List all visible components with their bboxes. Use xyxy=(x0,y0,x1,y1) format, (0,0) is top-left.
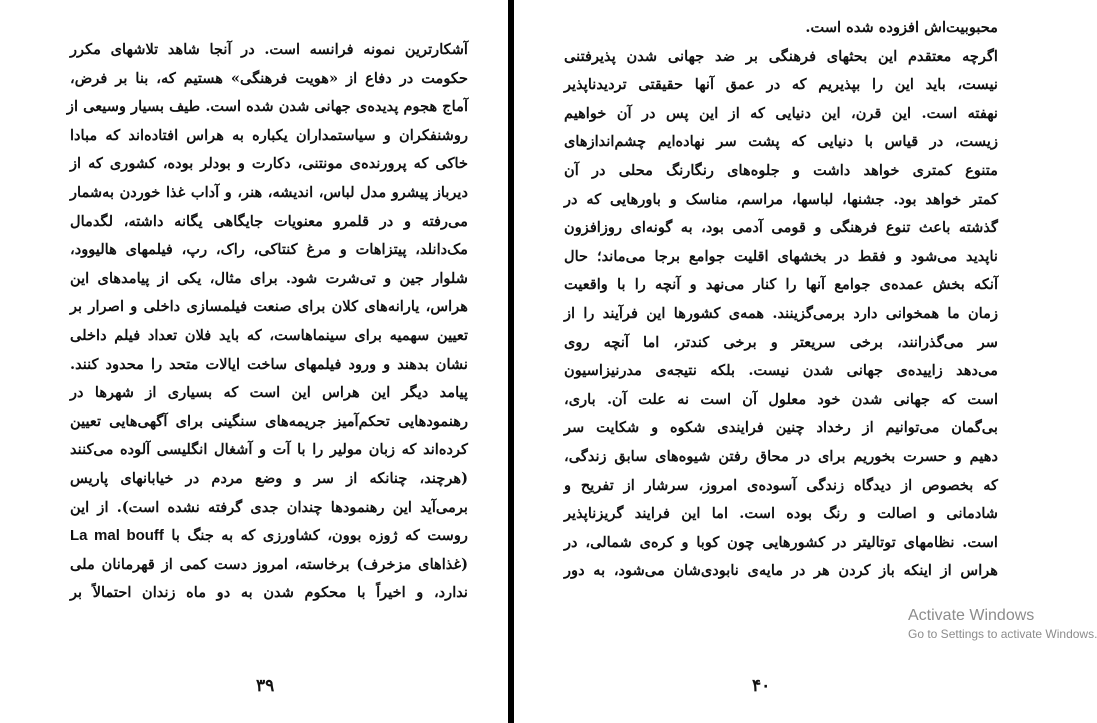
text-line: می‌رفته و در قلمرو معنویات جایگاهی یگانه داشته، لگدمال xyxy=(70,212,468,230)
text-line: است که جهانی شدن خود معلول آن است نه علت آن. باری، xyxy=(564,390,998,408)
text-line: بی‌گمان می‌توانیم از رخداد چنین فرایندی شکوه و شکایت سر xyxy=(564,419,998,437)
text-line: نیست، باید این را بپذیریم که در عمق آنها حقیقتی تردیدناپذیر xyxy=(564,76,998,94)
text-line: رهنمودهایی تحکم‌آمیز جریمه‌های سنگینی برای آگهی‌هایی تعیین xyxy=(70,412,468,430)
french-phrase: La mal bouff xyxy=(70,527,164,545)
text-line: کمتر خواهد بود. جشنها، لباسها، مراسم، مناسک و باورهایی که در xyxy=(564,190,998,208)
text-line-with-latin xyxy=(70,522,468,551)
text-line: ناپدید می‌شود و فقط در بخشهای اقلیت جوامع برجا می‌ماند؛ حال xyxy=(564,247,998,265)
text-line: محبوبیت‌اش افزوده شده است. xyxy=(805,19,998,36)
text-line: برمی‌آید این رهنمودها چندان جدی گرفته نشده است). از این xyxy=(70,498,468,516)
page-number-left: ۳۹ xyxy=(256,676,275,696)
text-line: است. نظامهای توتالیتر در کشورهایی چون کوبا و کره‌ی شمالی، در xyxy=(564,533,998,551)
text-line: خاکی که پرورنده‌ی مونتنی، دکارت و بودلر بوده، کشوری که از xyxy=(70,155,468,173)
text-line: شلوار جین و تی‌شرت شود. برای مثال، یکی از پیامدهای این xyxy=(70,269,468,287)
text-line: هراس، یارانه‌های کلان برای صنعت فیلمسازی داخلی و اصرار بر xyxy=(70,298,468,316)
text-line: می‌دهد زاییده‌ی جهانی شدن نیست. بلکه نتیجه‌ی مدرنیزاسیون xyxy=(564,362,998,380)
text-line: آنکه بخش عمده‌ی جوامع آنها را کنار می‌نهد و آنچه را با واقعیت xyxy=(564,276,998,294)
text-line-fragment: روست که ژوزه بوون، کشاورزی که به جنگ با xyxy=(171,527,468,545)
text-line: نهفته است. این قرن، این دنیایی که از این پس در آن خواهیم xyxy=(564,104,998,122)
text-line: (هرچند، چنانکه از سر و وضع مردم در خیابانهای پاریس xyxy=(70,469,468,487)
page-number-right: ۴۰ xyxy=(752,676,771,696)
watermark-title: Activate Windows xyxy=(908,607,1035,624)
text-line: آشکارترین نمونه فرانسه است. در آنجا شاهد تلاشهای مکرر xyxy=(70,41,468,58)
text-line: نشان بدهند و ورود فیلمهای ساخت ایالات متحد را محدود کنند. xyxy=(70,355,468,373)
text-line: ندارد، و اخیراً با محکوم شدن به دو ماه زندان احتمالاً بر xyxy=(70,584,468,602)
text-line: کرده‌اند که زبان مولیر را با آت و آشغال انگلیسی آلوده می‌کنند xyxy=(70,441,468,459)
text-line: زمان ما همخوانی دارد برمی‌گزینند. همه‌ی کشورها این فرآیند را از xyxy=(564,304,998,322)
left-page xyxy=(0,0,508,723)
text-line: سر می‌گذرانند، برخی سریعتر و برخی کندتر، اما آنچه روی xyxy=(564,333,998,351)
text-line: اگرچه معتقدم این بحثهای فرهنگی بر ضد جهانی شدن پذیرفتنی xyxy=(564,47,998,65)
text-line: حکومت در دفاع از «هویت فرهنگی» هستیم که، بنا بر فرض، xyxy=(70,69,468,87)
right-page-text xyxy=(564,14,998,586)
text-line: روشنفکران و سیاستمداران یکباره به هراس افتاده‌اند که مبادا xyxy=(70,126,468,144)
text-line: دیرباز پیشرو مدل لباس، اندیشه، هنر، و آداب غذا خوردن به‌شمار xyxy=(70,183,468,201)
text-line: شادمانی و اصالت و رنگ بوده است. اما این فرایند گریزناپذیر xyxy=(564,505,998,523)
text-line: (غذاهای مزخرف) برخاسته، امروز دست کمی از قهرمانان ملی xyxy=(70,555,468,573)
text-line: هراس از اینکه باز کردن هر در مایه‌ی نابودی‌شان می‌شود، به دور xyxy=(564,562,998,580)
text-line: متنوع کمتری خواهد داشت و جلوه‌های رنگارنگ محلی در آن xyxy=(564,161,998,179)
text-line: مک‌دانلد، پیتزاهات و مرغ کنتاکی، راک، رپ، فیلمهای هالیوود، xyxy=(70,241,468,259)
text-line: که بخصوص از دیدگاه زندگی آسوده‌ی امروز، سرشار از تفریح و xyxy=(564,476,998,494)
activate-windows-watermark xyxy=(908,606,1097,650)
left-page-text xyxy=(66,36,468,608)
text-line: تعیین سهمیه برای سینماهاست، که باید فلان تعداد فیلم داخلی xyxy=(70,326,468,344)
text-line: آماج هجوم پدیده‌ی جهانی شدن شده است. طیف بسیار وسیعی از xyxy=(66,98,468,116)
text-line: گذشته باعث تنوع فرهنگی و قومی آدمی بود، به گونه‌ای روزافزون xyxy=(564,219,998,237)
text-line: دهیم و حسرت بخوریم برای در محاق رفتن شیوه‌های سابق زندگی، xyxy=(564,447,998,465)
text-line: پیامد دیگر این هراس این است که بسیاری از شهرها در xyxy=(70,384,468,402)
watermark-subtitle: Go to Settings to activate Windows. xyxy=(908,627,1097,641)
text-line: زیست، در قیاس با دنیایی که پشت سر نهاده‌ایم چشم‌اندازهای xyxy=(564,133,998,151)
